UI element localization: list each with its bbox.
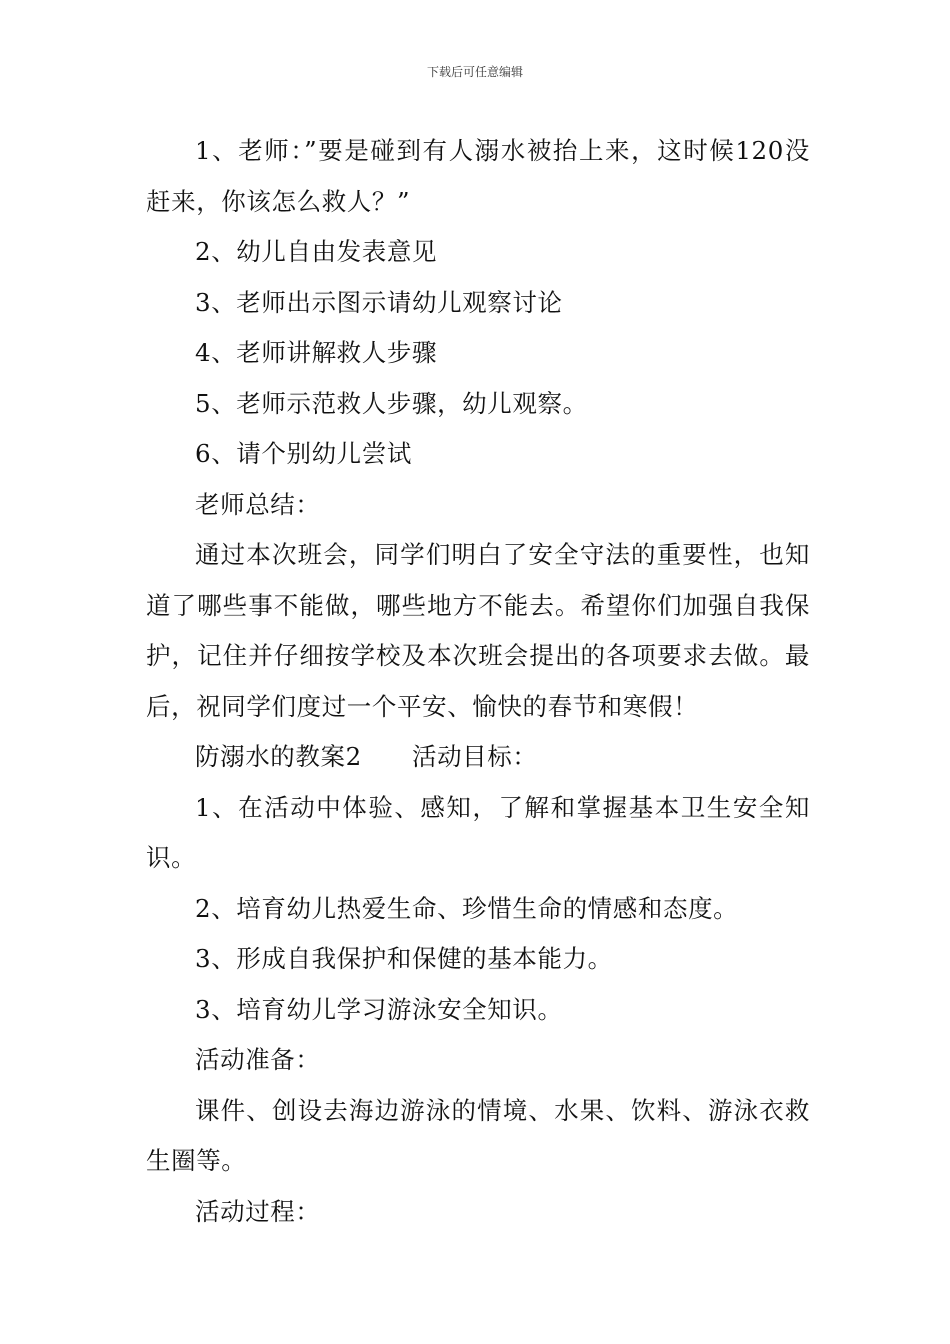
- paragraph: 1、在活动中体验、感知，了解和掌握基本卫生安全知识。: [146, 792, 810, 872]
- paragraph: 通过本次班会，同学们明白了安全守法的重要性，也知道了哪些事不能做，哪些地方不能去。希望你们加强自我保护，记住并仔细按学校及本次班会提出的各项要求去做。最后，祝同学们度过一个平安、愉快的春节和寒假！: [146, 540, 810, 721]
- paragraph: 5、老师示范救人步骤，幼儿观察。: [195, 388, 588, 418]
- section-heading: 活动过程：: [195, 1196, 321, 1226]
- paragraph: 2、幼儿自由发表意见: [195, 237, 438, 266]
- paragraph: 6、请个别幼儿尝试: [195, 439, 412, 468]
- section-heading: 活动准备：: [195, 1045, 321, 1074]
- paragraph: 课件、创设去海边游泳的情境、水果、饮料、游泳衣救生圈等。: [146, 1095, 810, 1175]
- paragraph: 3、培育幼儿学习游泳安全知识。: [195, 994, 563, 1024]
- section-heading: 防溺水的教案2 活动目标：: [195, 742, 538, 771]
- paragraph: 2、培育幼儿热爱生命、珍惜生命的情感和态度。: [195, 893, 739, 923]
- paragraph: 4、老师讲解救人步骤: [195, 338, 438, 367]
- page-header: 下载后可任意编辑: [426, 65, 523, 79]
- section-heading: 老师总结：: [195, 489, 321, 519]
- paragraph: 1、老师：”要是碰到有人溺水被抬上来，这时候120没赶来，你该怎么救人？”: [146, 136, 810, 216]
- paragraph: 3、老师出示图示请幼儿观察讨论: [195, 287, 563, 317]
- paragraph: 3、形成自我保护和保健的基本能力。: [195, 944, 613, 973]
- document-body: [146, 126, 810, 1237]
